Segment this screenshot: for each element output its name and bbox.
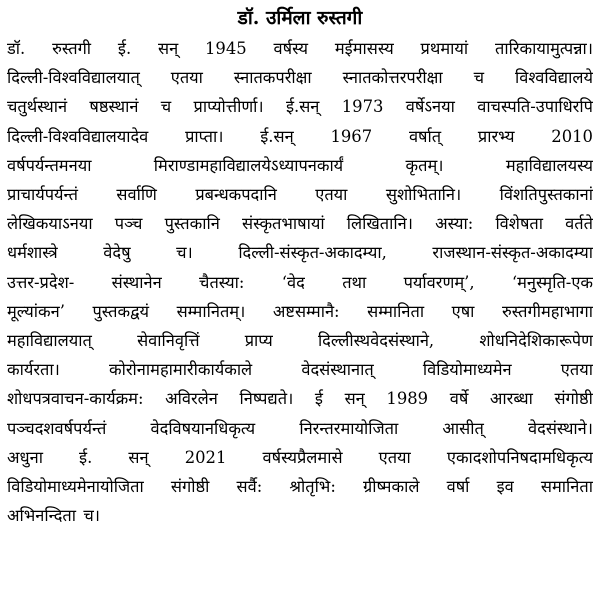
text-line xyxy=(7,238,593,267)
word: आरब्धा xyxy=(489,389,533,409)
word: 1973 xyxy=(341,97,384,117)
word: वेदसंस्थाने। xyxy=(528,418,593,438)
word: शोधनिदेशिकारूपेण xyxy=(479,331,593,351)
word: ई xyxy=(314,389,323,409)
word: पञ्च xyxy=(114,214,143,234)
word: लिखितानि। xyxy=(346,214,413,234)
text-line xyxy=(7,384,593,413)
text-line xyxy=(7,268,593,297)
word: वर्षेऽनया xyxy=(405,97,455,117)
word: चतुर्थस्थानं xyxy=(7,97,68,117)
word: प्रारभ्य xyxy=(477,126,515,146)
document-title: डॉ. उर्मिला रुस्तगी xyxy=(237,7,363,29)
word: संस्कृतभाषायां xyxy=(242,214,325,234)
word: राजस्थान-संस्कृत-अकादम्या xyxy=(432,243,593,263)
text-line xyxy=(7,92,593,121)
word: वर्षपर्यन्तमनया xyxy=(7,155,92,175)
word: सर्वाणि xyxy=(116,185,157,205)
word: 2021 xyxy=(184,447,227,467)
word: एतया xyxy=(315,185,348,205)
word: संगोष्ठी xyxy=(554,389,593,409)
word: निष्पद्यते। xyxy=(239,389,294,409)
word: षष्ठस्थानं xyxy=(89,97,139,117)
word: प्राप्ता। xyxy=(185,126,224,146)
word: संस्थानेन xyxy=(111,272,162,292)
word: पञ्चदशवर्षपर्यन्तं xyxy=(7,418,107,438)
word: ई. xyxy=(79,447,93,467)
word: स्नातकपरीक्षा xyxy=(233,68,312,88)
word: स्नातकोत्तरपरीक्षा xyxy=(342,68,443,88)
word: ई. xyxy=(117,39,132,58)
word: च xyxy=(473,68,485,88)
word: सर्वै: xyxy=(236,477,263,497)
word: एतया xyxy=(560,360,593,380)
word: दिल्ली-विश्वविद्यालयादेव xyxy=(7,126,149,146)
word: वर्षात् xyxy=(408,126,442,146)
word: तथा xyxy=(342,272,367,292)
word: अधुना xyxy=(7,447,43,467)
word: विश्वविद्यालये xyxy=(514,68,593,88)
word: वेदसंस्थानात् xyxy=(301,360,374,380)
word: मईमासस्य xyxy=(334,39,394,58)
word: वर्षस्य xyxy=(273,39,309,58)
word: प्राचार्यपर्यन्तं xyxy=(7,185,78,205)
word: अभिनन्दिता xyxy=(7,506,76,526)
word: शोधपत्रवाचन-कार्यक्रम: xyxy=(7,389,144,409)
word: 1945 xyxy=(205,39,247,58)
word: विशेषता xyxy=(495,214,544,234)
word: डॉ. xyxy=(7,39,26,58)
word: ‘मनुस्मृति-एक xyxy=(511,272,593,292)
text-line xyxy=(7,472,593,501)
text-line xyxy=(7,355,593,384)
word: विंशतिपुस्तकानां xyxy=(499,185,593,205)
word: च। xyxy=(176,243,193,263)
word: कोरोनामहामारीकार्यकाले xyxy=(109,360,253,380)
word: वर्षस्यप्रैलमासे xyxy=(262,447,343,467)
word: अस्या: xyxy=(435,214,474,234)
text-line xyxy=(7,63,593,92)
word: सम्मानितम्। xyxy=(176,301,246,321)
word: समानिता xyxy=(540,477,593,497)
word: श्रोतृभि: xyxy=(289,477,336,497)
word: महाविद्यालयस्य xyxy=(505,155,593,175)
word: वेदेषु xyxy=(103,243,131,263)
word: ग्रीष्मकाले xyxy=(363,477,420,497)
word: ई.सन् xyxy=(285,97,320,117)
word: सेवानिवृत्तिं xyxy=(137,331,200,351)
text-line xyxy=(7,501,593,530)
word: आसीत् xyxy=(442,418,484,438)
word: एषा xyxy=(451,301,475,321)
word: प्रबन्धकपदानि xyxy=(195,185,277,205)
word: 1989 xyxy=(386,389,429,409)
word: पुस्तकद्वयं xyxy=(92,301,150,321)
word: पर्यावरणम्’, xyxy=(403,272,475,292)
word: महाविद्यालयात् xyxy=(7,331,92,351)
word: प्राप्य xyxy=(244,331,273,351)
word: अष्टसम्मानै: xyxy=(272,301,340,321)
word: 1967 xyxy=(330,126,373,146)
word: ई.सन् xyxy=(260,126,294,146)
text-line xyxy=(7,180,593,209)
word: कार्यरता। xyxy=(7,360,60,380)
word: दिल्ली-संस्कृत-अकादम्या, xyxy=(238,243,387,263)
word: निरन्तरमायोजिता xyxy=(299,418,399,438)
word: सन् xyxy=(128,447,149,467)
word: तारिकायामुत्पन्ना। xyxy=(494,39,593,58)
word: अविरलेन xyxy=(165,389,218,409)
word: वेदविषयानधिकृत्य xyxy=(150,418,256,438)
word: वर्तते xyxy=(565,214,593,234)
word: लेखिकयाऽनया xyxy=(7,214,93,234)
word: प्राप्योत्तीर्णा। xyxy=(193,97,264,117)
word: वर्षे xyxy=(449,389,469,409)
word: वाचस्पति-उपाधिरपि xyxy=(477,97,593,117)
word: पुस्तकानि xyxy=(164,214,220,234)
word: वर्षा xyxy=(446,477,470,497)
text-line xyxy=(7,443,593,472)
text-line xyxy=(7,122,593,151)
word: मिराण्डामहाविद्यालयेऽध्यापनकार्यं xyxy=(153,155,344,175)
text-line xyxy=(7,297,593,326)
text-line xyxy=(7,34,593,63)
word: मूल्यांकन’ xyxy=(7,301,65,321)
biography-paragraph xyxy=(7,34,593,530)
word: विडियोमाध्यमेनायोजिता xyxy=(7,477,144,497)
word: धर्मशास्त्रे xyxy=(7,243,58,263)
word: इव xyxy=(496,477,514,497)
word: उत्तर-प्रदेश- xyxy=(7,272,75,292)
word: प्रथमायां xyxy=(420,39,469,58)
word: विडियोमाध्यमेन xyxy=(422,360,512,380)
text-line xyxy=(7,326,593,355)
word: सुशोभितानि। xyxy=(385,185,462,205)
text-line xyxy=(7,151,593,180)
word: च। xyxy=(83,506,100,526)
word: एकादशोपनिषदामधिकृत्य xyxy=(446,447,593,467)
word: संगोष्ठी xyxy=(170,477,210,497)
word: कृतम्। xyxy=(405,155,444,175)
word: रुस्तगी xyxy=(52,39,92,58)
text-line xyxy=(7,414,593,443)
word: एतया xyxy=(170,68,203,88)
text-line xyxy=(7,209,593,238)
word: सन् xyxy=(157,39,179,58)
word: सम्मानिता xyxy=(367,301,425,321)
word: रुस्तगीमहाभागा xyxy=(501,301,593,321)
word: एतया xyxy=(378,447,411,467)
word: दिल्लीस्थवेदसंस्थाने, xyxy=(317,331,435,351)
word: सन् xyxy=(344,389,365,409)
word: चैतस्या: xyxy=(199,272,245,292)
word: ‘वेद xyxy=(281,272,305,292)
word: च xyxy=(160,97,172,117)
word: दिल्ली-विश्वविद्यालयात् xyxy=(7,68,140,88)
word: 2010 xyxy=(551,126,593,146)
